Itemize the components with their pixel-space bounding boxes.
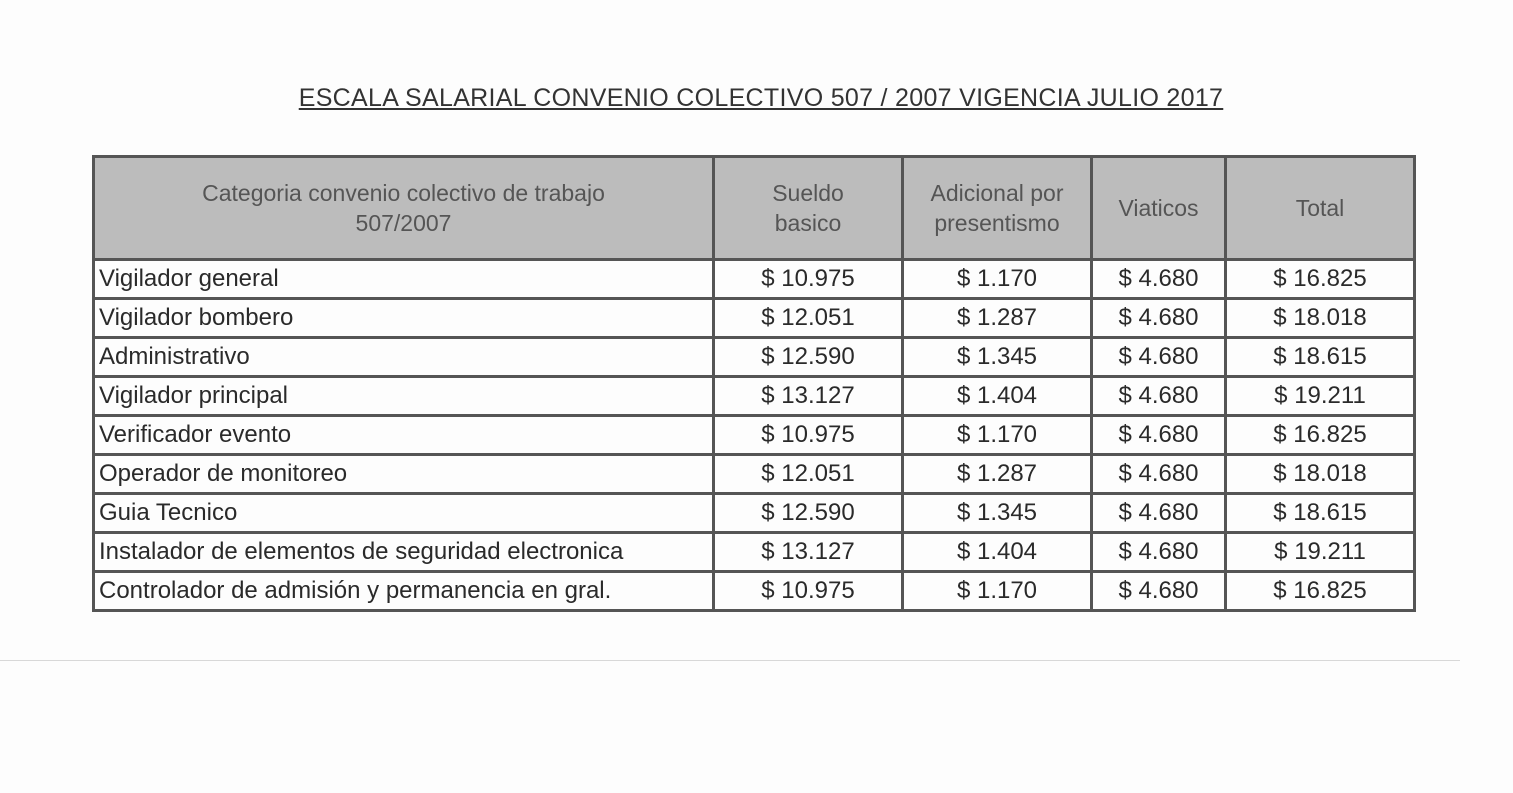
- cell-total: $ 18.018: [1226, 455, 1415, 494]
- table-row: [94, 260, 1415, 299]
- table-header-row: [94, 157, 1415, 260]
- cell-adicional: $ 1.170: [903, 572, 1092, 611]
- cell-sueldo: $ 12.051: [714, 299, 903, 338]
- cell-adicional: $ 1.170: [903, 260, 1092, 299]
- cell-total: $ 19.211: [1226, 533, 1415, 572]
- header-line: 507/2007: [355, 210, 452, 236]
- cell-viaticos: $ 4.680: [1092, 533, 1226, 572]
- table-row: [94, 572, 1415, 611]
- cell-total: $ 16.825: [1226, 416, 1415, 455]
- table-row: [94, 455, 1415, 494]
- cell-total: $ 16.825: [1226, 572, 1415, 611]
- cell-categoria: Controlador de admisión y permanencia en gral.: [94, 572, 714, 611]
- table-row: [94, 338, 1415, 377]
- table-row: [94, 377, 1415, 416]
- cell-adicional: $ 1.287: [903, 299, 1092, 338]
- cell-categoria: Administrativo: [94, 338, 714, 377]
- cell-sueldo: $ 13.127: [714, 533, 903, 572]
- salary-table: [92, 155, 1416, 612]
- cell-sueldo: $ 10.975: [714, 572, 903, 611]
- header-line: Total: [1295, 195, 1345, 221]
- cell-sueldo: $ 10.975: [714, 260, 903, 299]
- cell-categoria: Verificador evento: [94, 416, 714, 455]
- cell-total: $ 18.018: [1226, 299, 1415, 338]
- cell-total: $ 16.825: [1226, 260, 1415, 299]
- header-line: Categoria convenio colectivo de trabajo: [202, 180, 605, 206]
- table-row: [94, 533, 1415, 572]
- header-line: Viaticos: [1118, 195, 1199, 221]
- cell-sueldo: $ 12.590: [714, 338, 903, 377]
- cell-adicional: $ 1.345: [903, 338, 1092, 377]
- cell-adicional: $ 1.170: [903, 416, 1092, 455]
- document-title: ESCALA SALARIAL CONVENIO COLECTIVO 507 / 2007 VIGENCIA JULIO 2017: [298, 84, 1224, 112]
- cell-total: $ 19.211: [1226, 377, 1415, 416]
- table-row: [94, 416, 1415, 455]
- cell-total: $ 18.615: [1226, 338, 1415, 377]
- cell-viaticos: $ 4.680: [1092, 338, 1226, 377]
- table-row: [94, 494, 1415, 533]
- header-line: Adicional por: [930, 180, 1064, 206]
- cell-viaticos: $ 4.680: [1092, 377, 1226, 416]
- cell-sueldo: $ 12.590: [714, 494, 903, 533]
- cell-adicional: $ 1.287: [903, 455, 1092, 494]
- table-row: [94, 299, 1415, 338]
- cell-sueldo: $ 13.127: [714, 377, 903, 416]
- cell-viaticos: $ 4.680: [1092, 572, 1226, 611]
- paper-edge: [0, 660, 1460, 661]
- cell-categoria: Vigilador bombero: [94, 299, 714, 338]
- cell-categoria: Vigilador general: [94, 260, 714, 299]
- cell-viaticos: $ 4.680: [1092, 299, 1226, 338]
- header-adicional: [903, 157, 1092, 260]
- cell-adicional: $ 1.345: [903, 494, 1092, 533]
- cell-categoria: Guia Tecnico: [94, 494, 714, 533]
- header-line: basico: [774, 210, 842, 236]
- header-total: [1226, 157, 1415, 260]
- cell-viaticos: $ 4.680: [1092, 455, 1226, 494]
- header-line: presentismo: [934, 210, 1060, 236]
- cell-adicional: $ 1.404: [903, 377, 1092, 416]
- cell-categoria: Operador de monitoreo: [94, 455, 714, 494]
- cell-adicional: $ 1.404: [903, 533, 1092, 572]
- cell-total: $ 18.615: [1226, 494, 1415, 533]
- header-categoria: [94, 157, 714, 260]
- header-sueldo: [714, 157, 903, 260]
- cell-sueldo: $ 12.051: [714, 455, 903, 494]
- cell-sueldo: $ 10.975: [714, 416, 903, 455]
- header-line: Sueldo: [772, 180, 844, 206]
- header-viaticos: [1092, 157, 1226, 260]
- cell-viaticos: $ 4.680: [1092, 260, 1226, 299]
- cell-categoria: Vigilador principal: [94, 377, 714, 416]
- cell-viaticos: $ 4.680: [1092, 494, 1226, 533]
- cell-viaticos: $ 4.680: [1092, 416, 1226, 455]
- cell-categoria: Instalador de elementos de seguridad electronica: [94, 533, 714, 572]
